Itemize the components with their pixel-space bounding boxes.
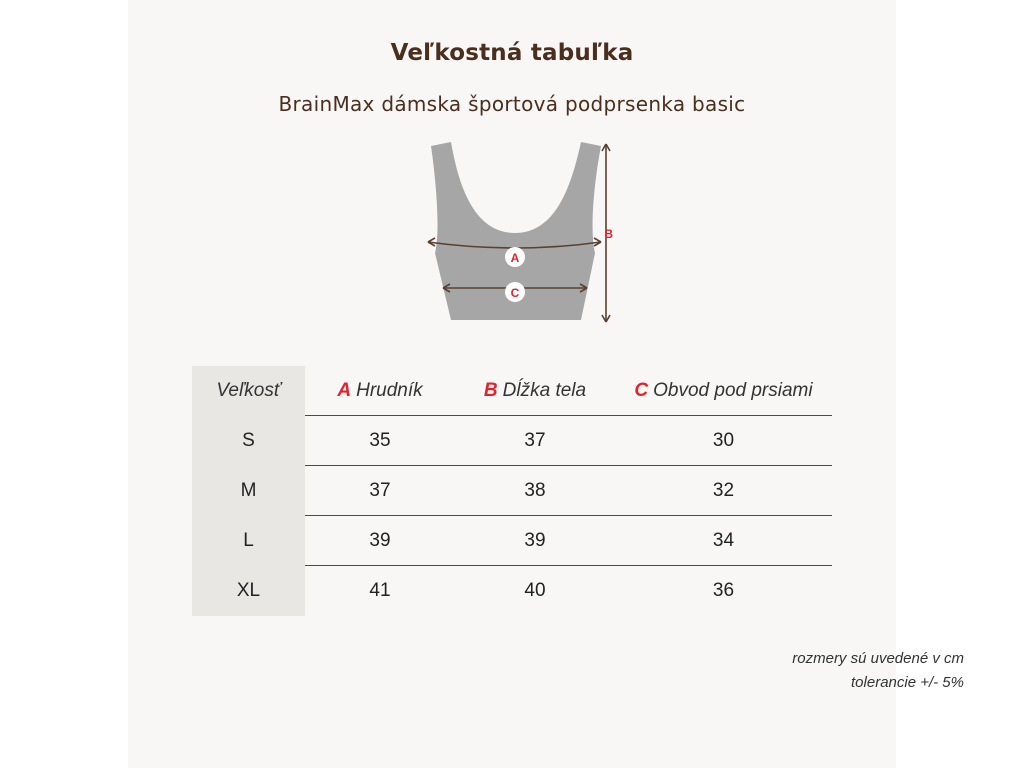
sports-bra-illustration	[423, 138, 613, 328]
underbust-value: 30	[712, 430, 735, 451]
badge-a-label: A	[510, 251, 520, 265]
product-subtitle: BrainMax dámska športová podprsenka basic	[278, 92, 746, 116]
length-value: 40	[524, 580, 546, 601]
header-chest	[305, 366, 455, 416]
header-length	[455, 366, 615, 416]
underbust-value: 34	[712, 530, 735, 551]
header-chest-label: Hrudník	[356, 380, 423, 401]
chest-value: 37	[369, 480, 391, 501]
chest-value: 39	[369, 530, 391, 551]
length-value: 37	[524, 430, 546, 451]
length-value: 38	[524, 480, 546, 501]
header-size: Veľkosť	[192, 366, 305, 416]
page-title: Veľkostná tabuľka	[390, 40, 634, 66]
label-b: B	[604, 227, 613, 241]
header-chest-letter: A	[337, 380, 352, 401]
header-length-letter: B	[483, 380, 498, 401]
size-cell: XL	[192, 566, 305, 616]
tolerance-note: tolerancie +/- 5%	[851, 674, 964, 691]
size-cell: M	[192, 466, 305, 516]
table-row	[192, 566, 832, 616]
table-row	[192, 516, 832, 566]
chest-value: 41	[369, 580, 391, 601]
header-underbust-letter: C	[634, 380, 649, 401]
header-length-label: Dĺžka tela	[502, 380, 587, 401]
size-cell: S	[192, 416, 305, 466]
table-row	[192, 466, 832, 516]
units-note: rozmery sú uvedené v cm	[792, 650, 964, 667]
length-value: 39	[524, 530, 546, 551]
underbust-value: 32	[712, 480, 735, 501]
size-cell: L	[192, 516, 305, 566]
header-underbust-label: Obvod pod prsiami	[653, 380, 813, 401]
underbust-value: 36	[712, 580, 735, 601]
chest-value: 35	[369, 430, 391, 451]
header-underbust	[615, 366, 832, 416]
table-row	[192, 416, 832, 466]
badge-c-label: C	[510, 286, 520, 300]
table-header-row	[192, 366, 832, 416]
